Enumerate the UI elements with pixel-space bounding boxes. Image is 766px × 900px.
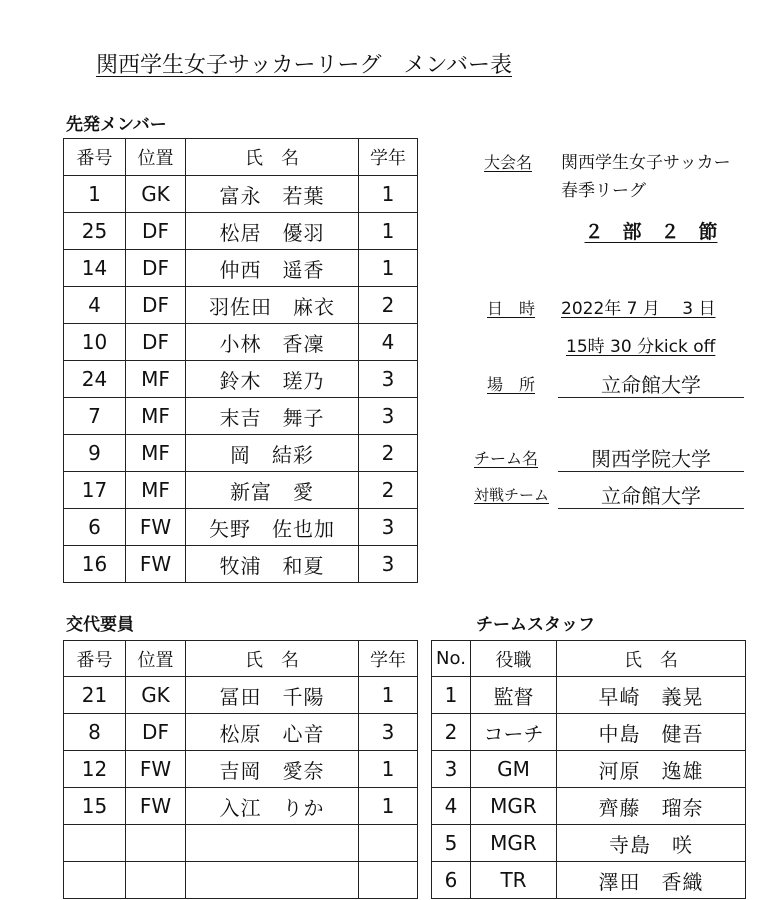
starters-header-cell: 学年 [359, 139, 418, 176]
substitutes-cell: 吉岡 愛奈 [186, 751, 359, 788]
staff-cell: 中島 健吾 [557, 714, 746, 751]
starters-cell: 富永 若葉 [186, 176, 359, 213]
staff-cell: 5 [432, 825, 471, 862]
starters-cell: FW [126, 546, 186, 583]
staff-cell: GM [471, 751, 557, 788]
substitutes-cell: 入江 りか [186, 788, 359, 825]
staff-cell: 監督 [471, 677, 557, 714]
table-row [64, 509, 418, 546]
substitutes-header-cell: 氏 名 [186, 641, 359, 677]
substitutes-cell: 8 [64, 714, 126, 751]
tournament-line1: 関西学生女子サッカー [561, 153, 731, 173]
starters-cell: 矢野 佐也加 [186, 509, 359, 546]
substitutes-cell [64, 862, 126, 899]
table-row [64, 825, 418, 862]
substitutes-cell: 1 [359, 788, 418, 825]
staff-cell: TR [471, 862, 557, 899]
table-row [64, 398, 418, 435]
starters-cell: DF [126, 324, 186, 361]
starters-cell: 鈴木 瑳乃 [186, 361, 359, 398]
starters-cell: 2 [359, 435, 418, 472]
table-row [64, 472, 418, 509]
starters-cell: 仲西 遥香 [186, 250, 359, 287]
starters-cell: FW [126, 509, 186, 546]
opponent-label: 対戦チーム [474, 486, 550, 504]
staff-header-cell: 役職 [471, 641, 557, 677]
starters-cell: 3 [359, 361, 418, 398]
substitutes-cell [64, 825, 126, 862]
starters-cell: 松居 優羽 [186, 213, 359, 250]
staff-cell: 河原 逸雄 [557, 751, 746, 788]
starters-heading: 先発メンバー [66, 115, 167, 135]
starters-cell: MF [126, 361, 186, 398]
starters-cell: 牧浦 和夏 [186, 546, 359, 583]
table-row [64, 435, 418, 472]
date-value: 2022年 7 月 3 日 [561, 299, 716, 319]
tournament-label: 大会名 [484, 153, 533, 172]
substitutes-cell [359, 825, 418, 862]
starters-cell: 9 [64, 435, 126, 472]
team-value: 関西学院大学 [558, 443, 744, 472]
starters-cell: 2 [359, 472, 418, 509]
table-row [432, 677, 746, 714]
starters-cell: 新富 愛 [186, 472, 359, 509]
substitutes-table [63, 640, 418, 899]
starters-cell: 4 [64, 287, 126, 324]
table-row [64, 677, 418, 714]
staff-cell: 寺島 咲 [557, 825, 746, 862]
substitutes-cell: 21 [64, 677, 126, 714]
starters-header-cell: 番号 [64, 139, 126, 176]
starters-cell: 羽佐田 麻衣 [186, 287, 359, 324]
staff-cell: コーチ [471, 714, 557, 751]
staff-heading: チームスタッフ [476, 615, 595, 635]
staff-cell: MGR [471, 825, 557, 862]
table-row [64, 751, 418, 788]
substitutes-cell: GK [126, 677, 186, 714]
table-row [64, 213, 418, 250]
starters-cell: 1 [359, 250, 418, 287]
starters-cell: 末吉 舞子 [186, 398, 359, 435]
starters-cell: MF [126, 472, 186, 509]
staff-header-cell: No. [432, 641, 471, 677]
staff-cell: 4 [432, 788, 471, 825]
staff-cell: 1 [432, 677, 471, 714]
substitutes-cell: 1 [359, 677, 418, 714]
substitutes-header-cell: 位置 [126, 641, 186, 677]
starters-header-cell: 位置 [126, 139, 186, 176]
starters-cell: 3 [359, 509, 418, 546]
substitutes-cell: 1 [359, 751, 418, 788]
starters-cell: 24 [64, 361, 126, 398]
starters-cell: 3 [359, 546, 418, 583]
staff-cell: 3 [432, 751, 471, 788]
table-row [64, 862, 418, 899]
starters-cell: 1 [359, 213, 418, 250]
venue-label: 場 所 [487, 375, 536, 394]
substitutes-header-cell: 番号 [64, 641, 126, 677]
substitutes-cell: FW [126, 751, 186, 788]
substitutes-cell [126, 825, 186, 862]
staff-cell: MGR [471, 788, 557, 825]
staff-table-body [432, 641, 746, 899]
starters-cell: 1 [64, 176, 126, 213]
substitutes-header-row [64, 641, 418, 677]
staff-cell: 早崎 義晃 [557, 677, 746, 714]
page-title: 関西学生女子サッカーリーグ メンバー表 [96, 53, 513, 78]
starters-cell: 25 [64, 213, 126, 250]
starters-table [63, 138, 418, 583]
staff-cell: 2 [432, 714, 471, 751]
starters-cell: DF [126, 213, 186, 250]
starters-cell: 10 [64, 324, 126, 361]
opponent-value: 立命館大学 [558, 480, 744, 509]
starters-cell: DF [126, 250, 186, 287]
table-row [64, 714, 418, 751]
starters-cell: 小林 香凜 [186, 324, 359, 361]
staff-cell: 6 [432, 862, 471, 899]
substitutes-cell: FW [126, 788, 186, 825]
staff-cell: 齊藤 瑠奈 [557, 788, 746, 825]
substitutes-cell: 松原 心音 [186, 714, 359, 751]
table-row [64, 250, 418, 287]
table-row [432, 788, 746, 825]
starters-cell: GK [126, 176, 186, 213]
table-row [64, 788, 418, 825]
round-value: ２ 部 ２ 節 [584, 221, 718, 243]
starters-cell: 1 [359, 176, 418, 213]
time-value: 15時 30 分kick off [566, 337, 716, 357]
table-row [64, 176, 418, 213]
table-row [64, 361, 418, 398]
staff-table [431, 640, 746, 899]
starters-cell: 16 [64, 546, 126, 583]
table-row [432, 825, 746, 862]
table-row [64, 287, 418, 324]
substitutes-cell: 3 [359, 714, 418, 751]
staff-header-cell: 氏 名 [557, 641, 746, 677]
table-row [432, 862, 746, 899]
starters-cell: 岡 結彩 [186, 435, 359, 472]
date-label: 日 時 [487, 299, 536, 318]
staff-header-row [432, 641, 746, 677]
table-row [64, 546, 418, 583]
staff-cell: 澤田 香織 [557, 862, 746, 899]
substitutes-cell: 15 [64, 788, 126, 825]
substitutes-heading: 交代要員 [66, 615, 134, 635]
starters-cell: 7 [64, 398, 126, 435]
substitutes-cell: 12 [64, 751, 126, 788]
substitutes-cell [359, 862, 418, 899]
substitutes-cell [186, 825, 359, 862]
starters-cell: DF [126, 287, 186, 324]
substitutes-cell [186, 862, 359, 899]
substitutes-cell [126, 862, 186, 899]
starters-cell: MF [126, 435, 186, 472]
substitutes-table-body [64, 641, 418, 899]
starters-cell: 3 [359, 398, 418, 435]
table-row [432, 751, 746, 788]
starters-cell: 17 [64, 472, 126, 509]
starters-header-row [64, 139, 418, 176]
substitutes-header-cell: 学年 [359, 641, 418, 677]
starters-cell: MF [126, 398, 186, 435]
table-row [64, 324, 418, 361]
starters-cell: 2 [359, 287, 418, 324]
team-label: チーム名 [474, 449, 539, 468]
tournament-line2: 春季リーグ [561, 181, 646, 201]
venue-value: 立命館大学 [558, 369, 744, 398]
substitutes-cell: DF [126, 714, 186, 751]
table-row [432, 714, 746, 751]
starters-cell: 6 [64, 509, 126, 546]
starters-cell: 14 [64, 250, 126, 287]
starters-table-body [64, 139, 418, 583]
substitutes-cell: 冨田 千陽 [186, 677, 359, 714]
starters-header-cell: 氏 名 [186, 139, 359, 176]
starters-cell: 4 [359, 324, 418, 361]
